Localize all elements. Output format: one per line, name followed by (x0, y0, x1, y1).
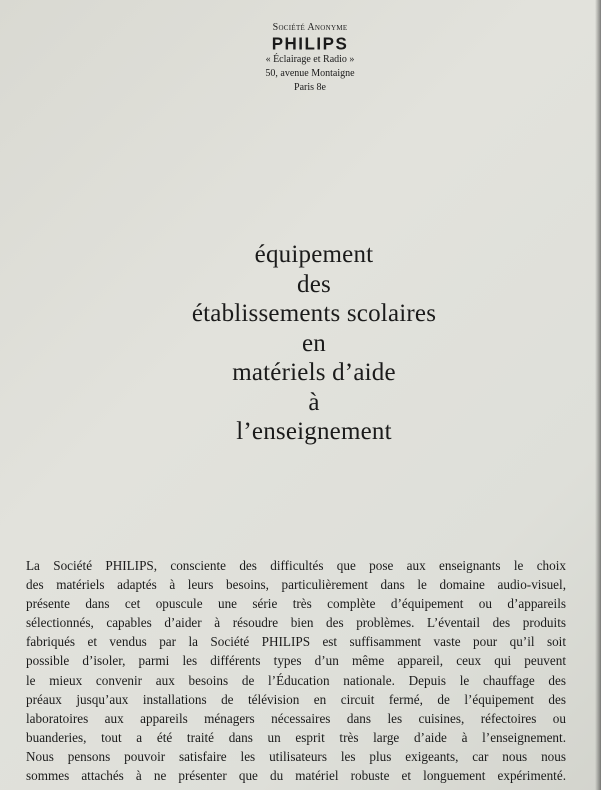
company-subtitle: « Éclairage et Radio » (265, 54, 355, 66)
paragraph-line: buanderies, tout a été traité dans un esprit très large d’aide à l’enseignement. (26, 729, 566, 745)
page-edge-shadow (595, 0, 601, 790)
title-line: des (297, 270, 331, 298)
paragraph-line: La Société PHILIPS, consciente des difficultés que pose aux enseignants le choix (26, 558, 566, 573)
title-line: établissements scolaires (191, 300, 437, 327)
intro-paragraph (26, 556, 566, 785)
title-line: matériels d’aide (232, 359, 396, 386)
company-header (230, 22, 390, 94)
paragraph-line: préaux jusqu’aux installations de télévision en circuit fermé, de l’équipement des (26, 691, 566, 707)
paragraph-line: fabriqués et vendus par la Société PHILIPS est suffisamment vaste pour qu’il soit (26, 634, 566, 650)
paragraph-line: présente dans cet opuscule une série très complète d’équipement ou d’appareils (26, 596, 566, 612)
paragraph-line: possible d’isoler, parmi les différents types d’un même appareil, ceux qui peuvent (26, 653, 566, 669)
brand-name: PHILIPS (271, 33, 349, 53)
paragraph-line: sélectionnés, capables d’aider à résoudre bien des problèmes. L’éventail des produits (26, 615, 566, 631)
paragraph-line: Nous pensons pouvoir satisfaire les utilisateurs les plus exigeants, car nous nous (26, 748, 566, 764)
title-line: équipement (254, 241, 374, 268)
paragraph-line: laboratoires aux appareils ménagers nécessaires dans les cuisines, réfectoires ou (26, 710, 566, 726)
company-address: 50, avenue Montaigne (265, 67, 355, 79)
title-line: l’enseignement (236, 418, 392, 445)
paragraph-line: sommes attachés à ne présenter que du matériel robuste et longuement expérimenté. (26, 768, 566, 784)
company-type: Société Anonyme (272, 22, 348, 33)
company-city: Paris 8e (294, 82, 326, 94)
paragraph-line: des matériels adaptés à leurs besoins, particulièrement dans le domaine audio-visuel, (26, 577, 566, 593)
document-title (90, 240, 538, 447)
title-line: en (302, 329, 326, 357)
paragraph-line: le mieux convenir aux besoins de l’Éducation nationale. Depuis le chauffage des (26, 672, 566, 688)
title-line: à (308, 388, 320, 416)
